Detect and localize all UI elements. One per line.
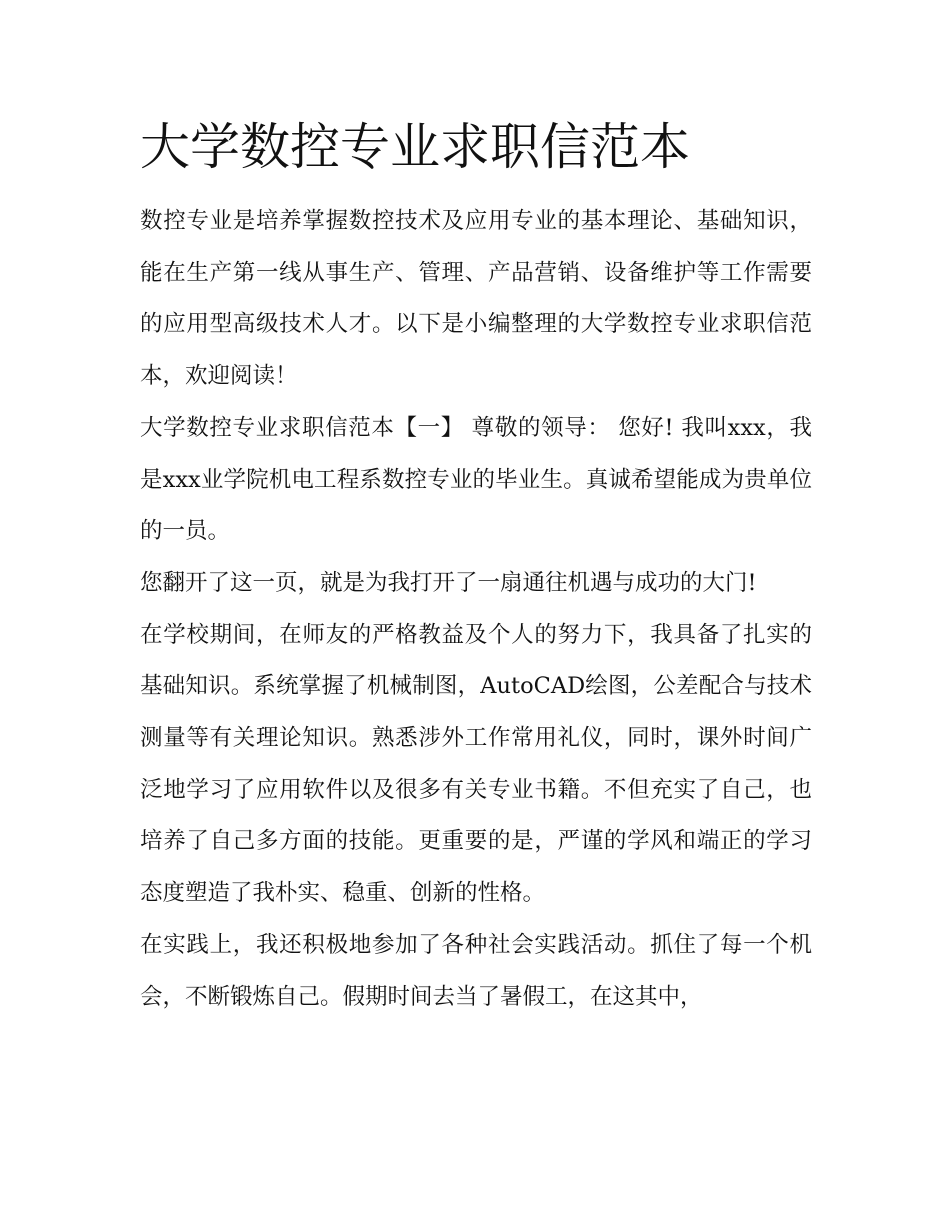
paragraph-intro: 数控专业是培养掌握数控技术及应用专业的基本理论、基础知识，能在生产第一线从事生产、管理、产品营销、设备维护等工作需要的应用型高级技术人才。以下是小编整理的大学数控专业求职信范本，欢迎阅读！ bbox=[140, 208, 812, 390]
paragraph-practice: 在实践上，我还积极地参加了各种社会实践活动。抓住了每一个机会，不断锻炼自己。假期时间去当了暑假工，在这其中， bbox=[140, 931, 812, 1010]
document-page bbox=[140, 112, 812, 1023]
page-title: 大学数控专业求职信范本 bbox=[140, 118, 690, 176]
paragraph-greeting: 大学数控专业求职信范本【一】 尊敬的领导： 您好! 我叫xxx，我是xxx业学院机电工程系数控专业的毕业生。真诚希望能成为贵单位的一员。 bbox=[140, 414, 812, 545]
paragraph-education: 在学校期间，在师友的严格教益及个人的努力下，我具备了扎实的基础知识。系统掌握了机械制图，AutoCAD绘图，公差配合与技术测量等有关理论知识。熟悉涉外工作常用礼仪，同时，课外时间广泛地学习了应用软件以及很多有关专业书籍。不但充实了自己，也培养了自己多方面的技能。更重要的是，严谨的学风和端正的学习态度塑造了我朴实、稳重、创新的性格。 bbox=[140, 621, 812, 907]
paragraph-opening: 您翻开了这一页，就是为我打开了一扇通往机遇与成功的大门! bbox=[140, 569, 757, 596]
